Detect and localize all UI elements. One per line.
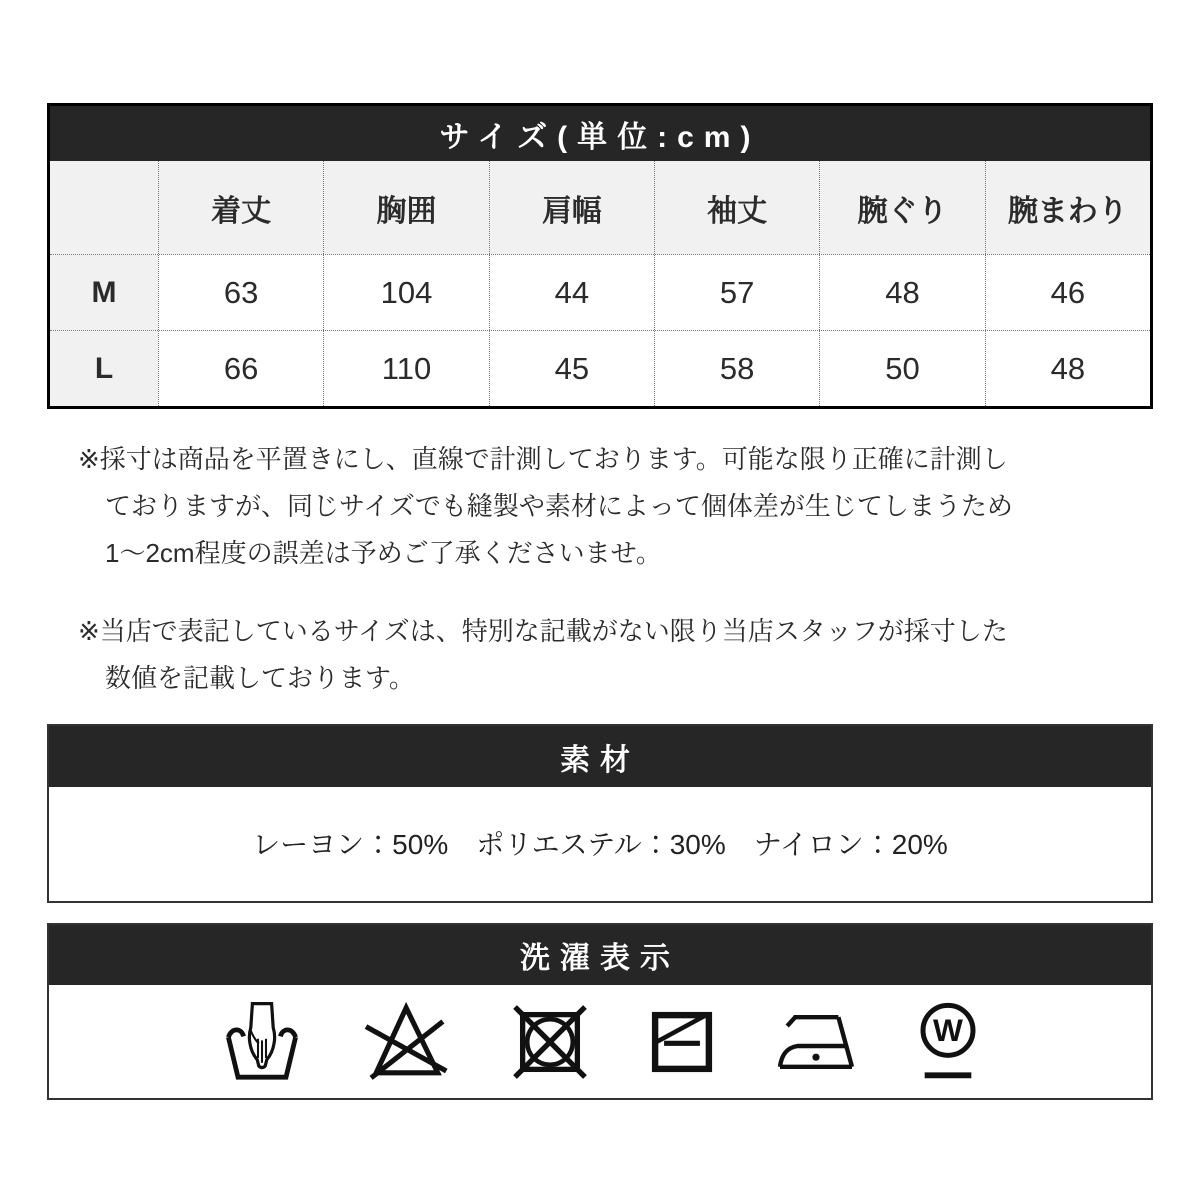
column-header-arm-width: 腕まわり [985, 161, 1150, 254]
measurement-disclaimer-note [78, 436, 1088, 577]
value-l-arm-width: 48 [985, 331, 1150, 406]
value-m-arm-width: 46 [985, 255, 1150, 330]
value-m-sleeve: 57 [654, 255, 819, 330]
size-label-l: L [50, 331, 158, 406]
dry-flat-in-shade-icon [650, 1010, 714, 1074]
laundry-icons-row [49, 985, 1151, 1096]
professional-wet-clean-icon [918, 1000, 978, 1084]
value-m-chest: 104 [323, 255, 488, 330]
column-header-shoulder: 肩幅 [489, 161, 654, 254]
size-row-l [50, 330, 1150, 406]
size-chart-table [47, 103, 1153, 409]
do-not-bleach-icon [364, 1001, 450, 1083]
value-m-body-length: 63 [158, 255, 323, 330]
material-section [47, 724, 1153, 903]
staff-measurement-note [78, 608, 1088, 702]
hand-wash-icon [222, 1000, 302, 1084]
value-l-shoulder: 45 [489, 331, 654, 406]
laundry-title: 洗濯表示 [49, 925, 1151, 985]
size-label-m: M [50, 255, 158, 330]
value-l-body-length: 66 [158, 331, 323, 406]
corner-cell [50, 161, 158, 254]
column-header-chest: 胸囲 [323, 161, 488, 254]
note-line: ※採寸は商品を平置きにし、直線で計測しております。可能な限り正確に計測し [78, 444, 1008, 474]
material-composition: レーヨン：50% ポリエステル：30% ナイロン：20% [252, 829, 948, 860]
value-l-sleeve: 58 [654, 331, 819, 406]
note-line: 数値を記載しております。 [105, 663, 415, 693]
laundry-care-section [47, 923, 1153, 1100]
size-chart-title: サイズ(単位:cm) [50, 106, 1150, 161]
value-l-chest: 110 [323, 331, 488, 406]
value-l-armhole: 50 [819, 331, 984, 406]
size-row-m [50, 254, 1150, 330]
note-line: ※当店で表記しているサイズは、特別な記載がない限り当店スタッフが採寸した [78, 616, 1008, 646]
column-header-armhole: 腕ぐり [819, 161, 984, 254]
value-m-armhole: 48 [819, 255, 984, 330]
note-line: 1〜2cm程度の誤差は予めご了承くださいませ。 [105, 538, 662, 568]
material-title: 素材 [49, 726, 1151, 787]
note-line: ておりますが、同じサイズでも縫製や素材によって個体差が生じてしまうため [105, 491, 1013, 521]
size-chart-header-row [50, 161, 1150, 254]
value-m-shoulder: 44 [489, 255, 654, 330]
iron-low-heat-icon [776, 1012, 856, 1072]
column-header-sleeve: 袖丈 [654, 161, 819, 254]
do-not-tumble-dry-icon [512, 1004, 588, 1080]
wet-clean-letter: W [933, 1011, 963, 1048]
column-header-body-length: 着丈 [158, 161, 323, 254]
